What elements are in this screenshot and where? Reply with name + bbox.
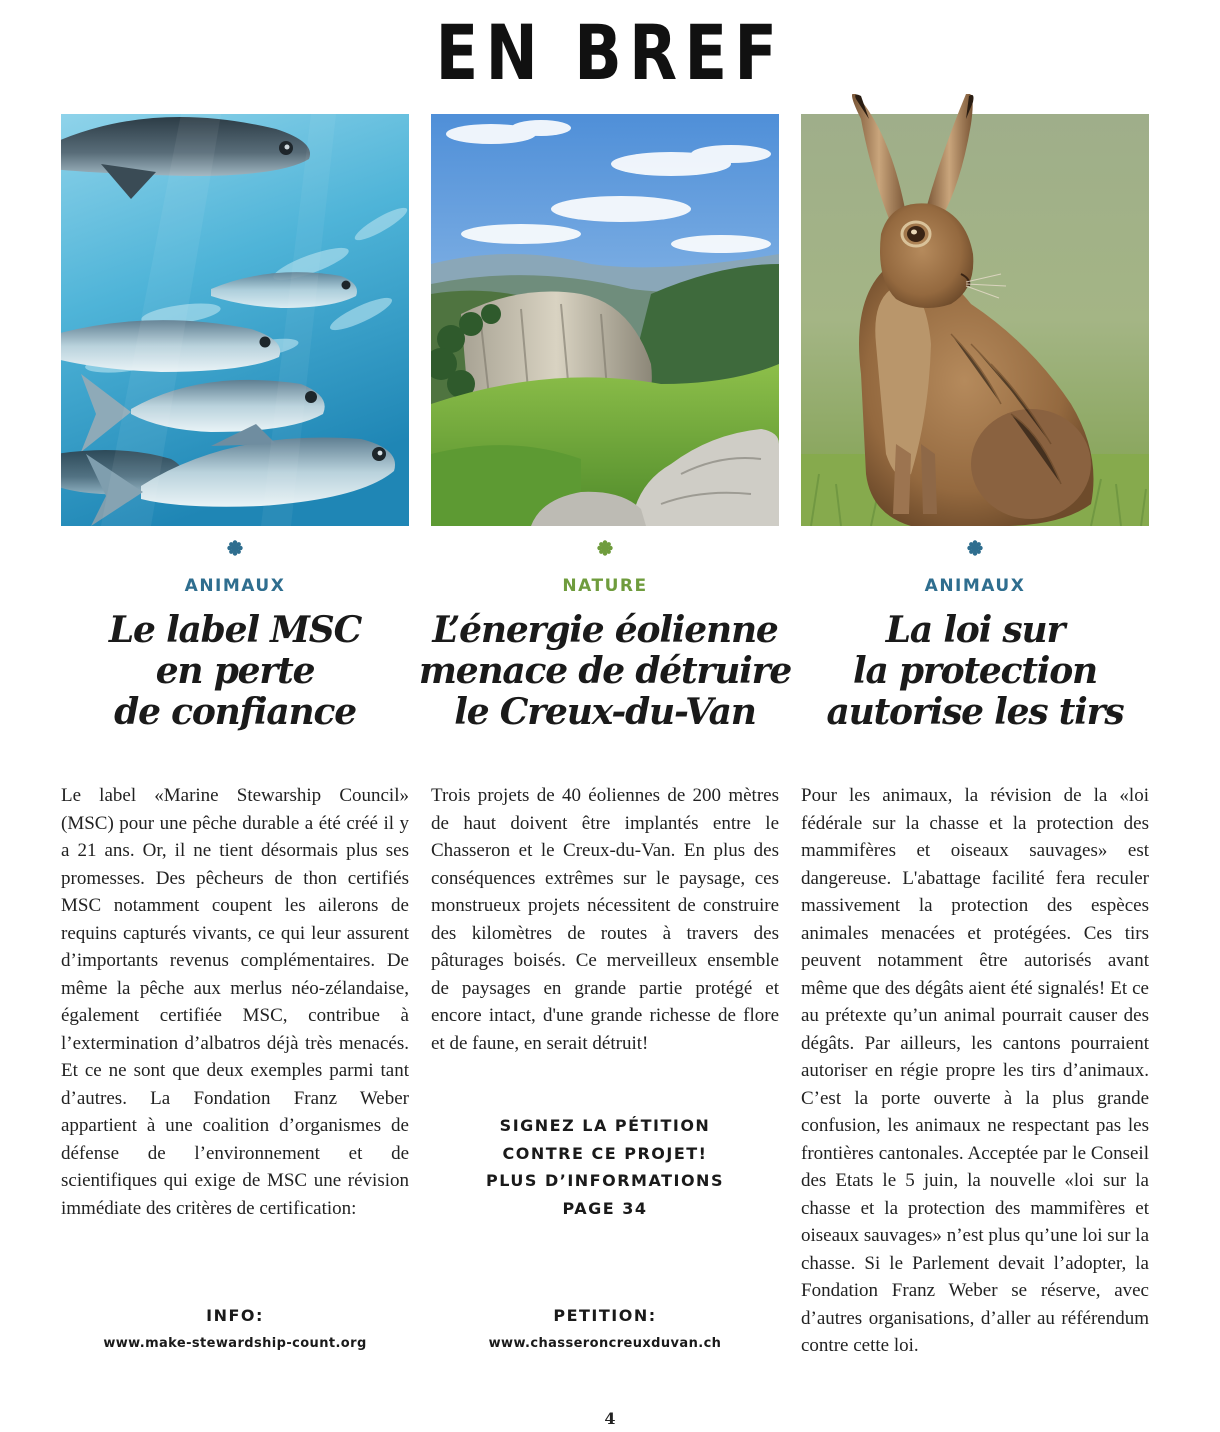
article-msc [61,0,409,1432]
info-label: PETITION: [553,1306,657,1325]
petition-call-to-action [431,1112,779,1222]
ornament-icon [61,540,409,561]
headline-line: L’énergie éolienne [432,609,778,651]
article-body: Le label «Marine Stewarship Council» (MSC) pour une pêche durable a été créé il y a 21 ans. Or, il ne tient désormais plus ses promesses. Des pêcheurs de thon certifiés MSC notamment coupent les ailerons de requins capturés vivants, ce qui leur assurent d’importants revenus complémentaires. De même la pêche aux merlus néo-zélandaise, également certifiée MSC, contribue à l’extermination d’albatros déjà très menacés. Et ce ne sont que deux exemples parmi tant d’autres. La Fondation Franz Weber appartient à une coalition d’organismes de défense de l’environnement et de scientifiques qui exige de MSC une révision immédiate des critères de certification: [61,785,409,1219]
cta-line: PLUS D’INFORMATIONS [486,1171,724,1190]
headline-line: de confiance [114,691,356,733]
page-number: 4 [604,1409,616,1428]
article-loi-chasse [801,0,1149,1432]
headline-line: La loi sur [885,609,1065,651]
info-link[interactable]: www.make-stewardship-count.org [103,1336,367,1351]
article-creux-du-van [418,0,792,1432]
article-body: Trois projets de 40 éoliennes de 200 mètres de haut doivent être implantés entre le Chasseron et le Creux-du-Van. En plus des conséquences extrêmes sur le paysage, ces monstrueux projets nécessitent de construire des kilomètres de routes à travers des pâturages boisés. Ce merveilleux ensemble de paysages en grande partie protégé et encore intact, d'une grande richesse de flore et de faune, en serait détruit! [431,785,779,1054]
headline-line: autorise les tirs [826,691,1124,733]
headline-line: en perte [155,650,315,692]
page-title: EN BREF [435,8,785,97]
creux-du-van-landscape-photo [431,114,779,526]
cta-line: CONTRE CE PROJET! [502,1143,708,1163]
petition-link[interactable]: www.chasseroncreuxduvan.ch [488,1336,722,1351]
school-of-fish-photo [61,114,409,526]
headline-line: le Creux-du-Van [454,691,756,733]
article-headline [787,610,1163,733]
brown-hare-photo [801,114,1149,526]
article-category: NATURE [562,576,648,596]
ornament-icon [431,540,779,561]
ornament-icon [801,540,1149,561]
headline-line: Le label MSC [108,609,362,651]
article-category: ANIMAUX [184,576,286,596]
article-headline [417,610,793,733]
article-headline [47,610,423,733]
info-label: INFO: [206,1306,264,1325]
cta-line: SIGNEZ LA PÉTITION [499,1116,711,1135]
cta-line: PAGE 34 [562,1198,648,1218]
headline-line: menace de détruire [418,650,792,692]
article-body: Pour les animaux, la révision de la «loi fédérale sur la chasse et la protection des mammifères et oiseaux sauvages» est dangereuse. L'abattage facilité fera reculer massivement la protection des espèces animales menacées et protégées. Ces tirs peuvent notamment être autorisés avant même que des dégâts aient été signalés! Et ce au prétexte qu’un animal pourrait causer des dégâts. Par ailleurs, les cantons pourraient autoriser en régie propre les tirs d’animaux. C’est la porte ouverte à la plus grande confusion, les animaux ne respectant pas les frontières cantonales. Acceptée par le Conseil des Etats le 5 juin, la nouvelle «loi sur la chasse et la protection des mammifères et oiseaux sauvages» n’est plus qu’une loi sur la chasse. Si le Parlement devait l’adopter, la Fondation Franz Weber se réserve, avec d’autres organisations, d’aller au référendum contre cette loi. [801,785,1149,1356]
headline-line: la protection [852,650,1098,692]
article-category: ANIMAUX [924,576,1026,596]
